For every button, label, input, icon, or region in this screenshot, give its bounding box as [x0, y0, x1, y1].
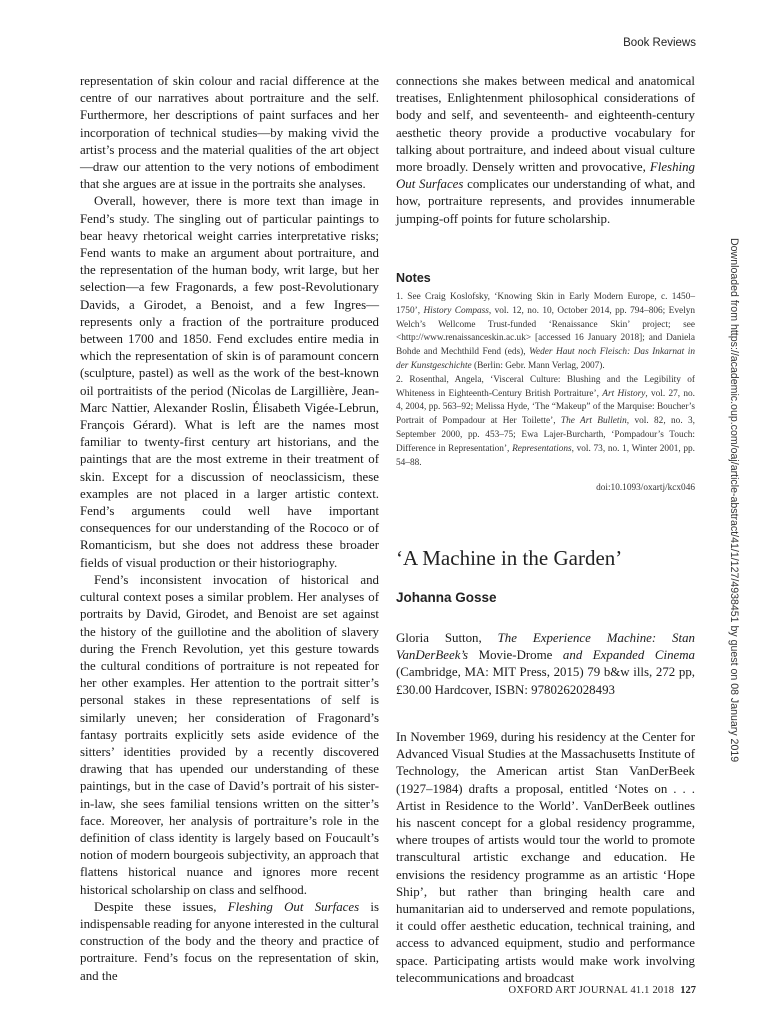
- book-info: Gloria Sutton, The Experience Machine: Stan VanDerBeek’s Movie-Drome and Expanded Cinema (Cambridge, MA: MIT Press, 2015) 79 b&w ills, 272 pp, £30.00 Hardcover, ISBN: 9780262028493: [396, 631, 695, 697]
- review-author: Johanna Gosse: [396, 590, 497, 605]
- journal-name: OXFORD ART JOURNAL 41.1 2018: [508, 985, 675, 996]
- notes-heading: Notes: [396, 271, 431, 285]
- review-title: ‘A Machine in the Garden’: [396, 546, 623, 570]
- body-paragraph: In November 1969, during his residency at the Center for Advanced Visual Studies at the Massachusetts Institute of Technology, the American artist Stan VanDerBeek (1927–1984) drafts a proposal, entitled ‘Notes on . . . Artist in Residence to the World’. VanDerBeek outlines his nascent concept for a global residency programme, where troupes of artists would tour the world to promote transcultural artistic exchange and education. He envisions the residency programme as an artistic ‘Hope Ship’, but rather than bringing health care and humanitarian aid to underserved and remote populations, it could offer aesthetic education, technical training, and access to advanced equipment, studio and performance space. Participating artists would make work involving telecommunications and broadcast: [396, 730, 695, 985]
- running-head: Book Reviews: [623, 37, 696, 49]
- body-paragraph: representation of skin colour and racial difference at the centre of our narratives about portraiture and the self. Furthermore, her descriptions of paint surfaces and her incorporation of technical studies—by making vivid the artist’s process and the material qualities of the art object—draw our attention to the very notions of embodiment that she argues are at issue in the portraits she analyses.: [80, 74, 379, 192]
- note-1: 1. See Craig Koslofsky, ‘Knowing Skin in Early Modern Europe, c. 1450–1750’, History Compass, vol. 12, no. 10, October 2014, pp. 794–806; Evelyn Welch’s Wellcome Trust-funded ‘Renaissance Skin’ project; see <http://www.renaissanceskin.ac.uk> [accessed 16 January 2018]; and Daniela Bohde and Mechthild Fend (eds), Weder Haut noch Fleisch: Das Inkarnat in der Kunstgeschichte (Berlin: Gebr. Mann Verlag, 2007).: [396, 292, 696, 371]
- page-footer: [509, 985, 696, 996]
- left-column: [80, 73, 379, 985]
- notes-list: [396, 291, 695, 470]
- right-column-top: [396, 73, 695, 228]
- body-paragraph: Overall, however, there is more text than image in Fend’s study. The singling out of particular paintings to bear heavy rhetorical weight carries interpretative risks; Fend wants to make an argument about portraiture, and the representation of the human body, writ large, but her selection—a few Fragonards, a few post-Revolutionary Davids, a Girodet, a Benoist, and a few Ingres—represents only a fraction of the portraiture produced between 1700 and 1850. Fend excludes entire media in which the representation of skin is of paramount concern (sculpture, pastel) as well as the work of the best-known oil portraitists of the period (Nicolas de Largillière, Jean-Marc Nattier, Alexander Roslin, Élisabeth Vigée-Lebrun, François Gérard). What is left are the names most familiar to twenty-first century art historians, and the paintings that are the most extreme in their treatment of skin. Except for a discussion of neoclassicism, these examples are not placed in a larger artistic context. Fend’s arguments could well have important consequences for our understanding of the Rococo or of Romanticism, but she does not address these broader fields of visual production or their historiography.: [80, 194, 379, 570]
- body-paragraph: Fend’s inconsistent invocation of historical and cultural context poses a similar problem. Her analyses of portraits by David, Girodet, and Benoist are set against the history of the guillotine and the abolition of slavery during the French Revolution, yet this gesture towards the cultural conditions of portraiture is not repeated for her other examples. Her attention to the portrait sitter’s personal stakes in these representations of self is similarly uneven; her consideration of Fragonard’s fantasy portraits explicitly sets aside evidence of the sitters’ identities provided by a recently discovered drawing that has upended our understanding of these paintings, but in the case of David’s portrait of his sister-in-law, she sees familial tensions written on the sitter’s face. Moreover, her analysis of portraiture’s role in the definition of class identity is largely based on Foucault’s notion of modern bourgeois subjectivity, an approach that flattens historical nuance and ignores more recent historical scholarship on class and selfhood.: [80, 572, 379, 897]
- download-watermark-text: Downloaded from https://academic.oup.com/oaj/article-abstract/41/1/127/4938451 by guest on 08 January 2019: [728, 238, 740, 763]
- page-number: 127: [680, 985, 696, 996]
- review-body: [396, 729, 695, 987]
- body-paragraph: Despite these issues, Fleshing Out Surfaces is indispensable reading for anyone interested in the cultural construction of the body and the theory and practice of portraiture. Fend’s focus on the representation of skin, and the: [80, 899, 379, 983]
- doi-link[interactable]: doi:10.1093/oxartj/kcx046: [596, 483, 695, 493]
- book-title-italic: Fleshing Out Surfaces: [227, 899, 360, 914]
- body-paragraph: connections she makes between medical and anatomical treatises, Enlightenment philosophical considerations of body and self, and seventeenth- and eighteenth-century aesthetic theory provide a productive vocabulary for talking about portraiture, and indeed about visual culture more broadly. Densely written and provocative, Fleshing Out Surfaces complicates our understanding of what, and how, portraiture represents, and provides innumerable jumping-off points for future scholarship.: [396, 74, 696, 226]
- download-watermark: [724, 238, 740, 763]
- note-2: 2. Rosenthal, Angela, ‘Visceral Culture: Blushing and the Legibility of Whiteness in Eighteenth-Century British Portraiture’, Art History, vol. 27, no. 4, 2004, pp. 563–92; Melissa Hyde, ‘The “Makeup” of the Marquise: Boucher’s Portrait of Pompadour at Her Toilette’, The Art Bulletin, vol. 82, no. 3, September 2000, pp. 453–75; Ewa Lajer-Burcharth, ‘Pompadour’s Touch: Difference in Representation’, Representations, vol. 73, no. 1, Winter 2001, pp. 54–88.: [396, 374, 696, 468]
- book-title-italic: Fleshing Out Surfaces: [396, 160, 695, 192]
